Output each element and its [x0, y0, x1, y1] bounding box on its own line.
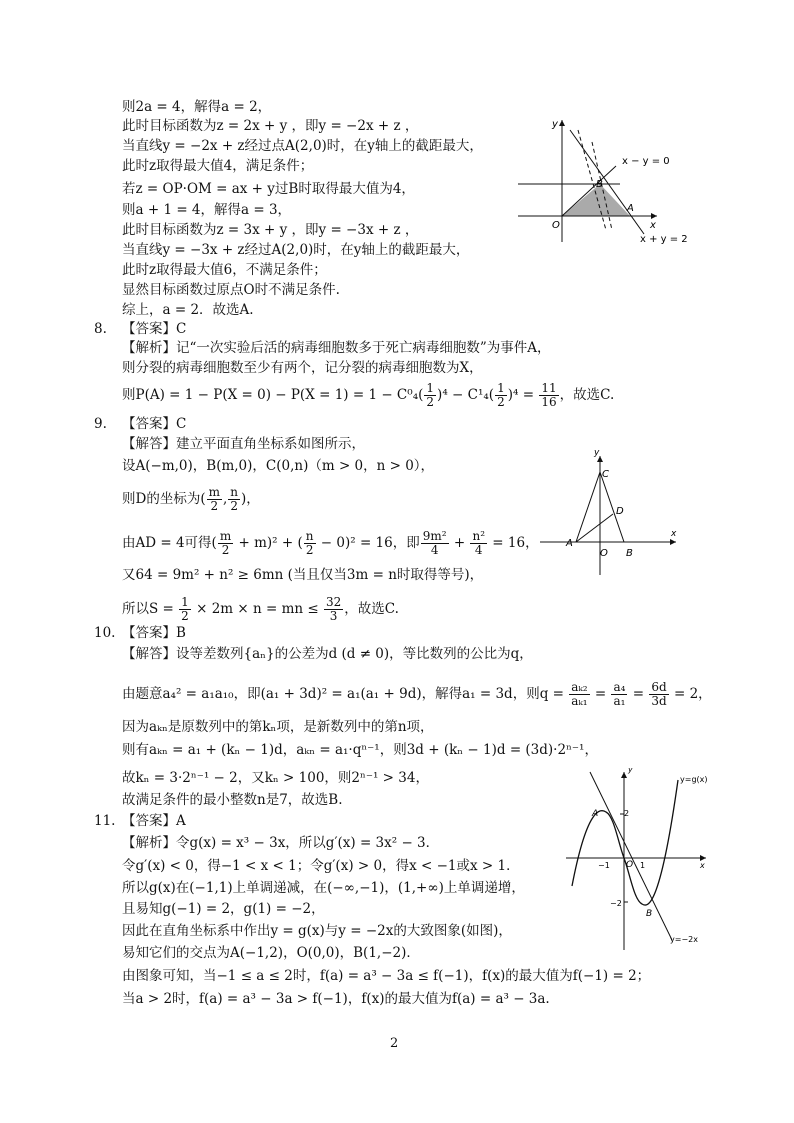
text-line: 易知它们的交点为A(−1,2)，O(0,0)，B(1,−2)． — [122, 945, 420, 961]
triangle-figure — [536, 450, 686, 580]
fraction: $\frac{\text{aₖ₂}}{\text{aₖ₁}}$ — [571, 680, 588, 708]
line-label: x − y = 0 — [622, 156, 670, 167]
text-line: 则分裂的病毒细胞数至少有两个，记分裂的病毒细胞数为X， — [122, 360, 483, 376]
y-axis-arrow — [559, 120, 565, 126]
fraction: $\frac{n}{2}$ — [305, 529, 314, 557]
side-ac — [576, 472, 600, 542]
fraction: $\frac{32}{3}$ — [325, 595, 342, 623]
question-number: 10. — [94, 625, 116, 641]
text-line: 所以g(x)在(−1,1)上单调递减，在(−∞,−1)，(1,+∞)上单调递增， — [122, 880, 525, 896]
x-label: x — [700, 861, 705, 870]
formula-line: 所以S = $\frac{1}{2}$ × 2m × n = mn ≤ $\frac{32}{3}$ ，故选C. — [122, 595, 399, 623]
text-line: 此时目标函数为z = 3x + y ，即y = −3x + z ， — [122, 222, 419, 238]
text-line: 设A(−m,0)，B(m,0)，C(0,n)（m > 0，n > 0）， — [122, 458, 435, 474]
answer-line: 【答案】A — [122, 813, 186, 829]
fraction: $\frac{m}{2}$ — [208, 485, 220, 513]
feasible-region-figure — [512, 112, 692, 247]
text-line: 综上，a = 2．故选A. — [122, 302, 254, 318]
text-line: 当直线y = −3x + z经过A(2,0)时，在y轴上的截距最大， — [122, 242, 470, 258]
text-line: 故kₙ = 3·2ⁿ⁻¹ − 2，又kₙ > 100，则2ⁿ⁻¹ > 34， — [122, 770, 429, 786]
text-line: 则a + 1 = 4，解得a = 3， — [122, 202, 292, 218]
cubic-graph-figure — [562, 768, 712, 953]
fraction: $\frac{\text{9m²}}{4}$ — [422, 529, 447, 557]
text-line: 又64 = 9m² + n² ≥ 6mn (当且仅当3m = n时取得等号)， — [122, 567, 484, 583]
question-number: 9. — [94, 416, 107, 432]
point-b-label: B — [626, 548, 633, 559]
answer-line: 【答案】C — [122, 416, 187, 432]
text-line: 【解答】设等差数列{aₙ}的公差为d (d ≠ 0)，等比数列的公比为q， — [122, 646, 533, 662]
page-number: 2 — [390, 1036, 399, 1051]
line-label: x + y = 2 — [640, 234, 688, 245]
tick-label: 1 — [640, 861, 646, 870]
point-a-label: A — [627, 203, 634, 214]
fraction: $\frac{1}{2}$ — [497, 381, 505, 409]
tick-label: 2 — [624, 809, 630, 818]
text-line: 显然目标函数过原点O时不满足条件. — [122, 282, 340, 298]
line-label: y=−2x — [670, 935, 698, 944]
formula-line: 则P(A) = 1 − P(X = 0) − P(X = 1) = 1 − C⁰₄( $\frac{1}{2}$ )⁴ − C¹₄( $\frac{1}{2}$ )⁴ = $\frac{11}{16}$ ，故选C. — [122, 381, 615, 409]
tick-label: −2 — [610, 899, 622, 908]
text-line: 【解答】建立平面直角坐标系如图所示， — [122, 436, 365, 452]
x-label: x — [650, 220, 656, 231]
origin-label: O — [600, 548, 608, 559]
y-axis-arrow — [621, 772, 627, 778]
point-c-label: C — [602, 469, 609, 480]
tick-label: −1 — [598, 861, 610, 870]
x-axis-arrow — [651, 213, 657, 219]
text-line: 且易知g(−1) = 2，g(1) = −2， — [122, 901, 325, 917]
point-a-label: A — [566, 538, 573, 549]
answer-line: 【答案】C — [122, 321, 187, 337]
text-line: 【解析】记“一次实验后活的病毒细胞数多于死亡病毒细胞数”为事件A， — [122, 340, 551, 356]
line-y-neg2x — [590, 772, 672, 940]
text-line: 【解析】令g(x) = x³ − 3x，所以g′(x) = 3x² − 3． — [122, 835, 440, 851]
y-label: y — [628, 768, 633, 774]
text-line: 此时z取得最大值6，不满足条件； — [122, 262, 327, 278]
answer-line: 【答案】B — [122, 625, 186, 641]
fraction: $\frac{1}{2}$ — [181, 595, 189, 623]
fraction: $\frac{\text{n²}}{4}$ — [472, 529, 486, 557]
text-line: 此时目标函数为z = 2x + y ，即y = −2x + z ， — [122, 118, 419, 134]
fraction: $\frac{\text{a₄}}{\text{a₁}}$ — [613, 680, 626, 708]
fraction: $\frac{6d}{3d}$ — [651, 680, 667, 708]
y-label: y — [594, 450, 600, 458]
formula-line: 由AD = 4可得( $\frac{m}{2}$ + m)² + ( $\frac{n}{2}$ − 0)² = 16，即 $\frac{\text{9m²}}{4}$ + $\frac{\text{n²}}{4}$ = 16， — [122, 529, 539, 557]
point-b-label: B — [596, 179, 603, 190]
text-line: 故满足条件的最小整数n是7，故选B. — [122, 792, 343, 808]
fraction: $\frac{11}{16}$ — [541, 381, 557, 409]
formula-line: 由题意a₄² = a₁a₁₀，即(a₁ + 3d)² = a₁(a₁ + 9d)，解得a₁ = 3d，则q = $\frac{\text{aₖ₂}}{\text{aₖ₁}}$ = $\frac{\text{a₄}}{\text{a₁}}$ = $\frac{6d}{3d}$ = 2， — [122, 680, 712, 708]
y-label: y — [552, 119, 558, 130]
x-axis-arrow — [670, 539, 676, 545]
point-b-label: B — [646, 909, 653, 919]
cubic-curve — [572, 780, 678, 905]
fraction: $\frac{1}{2}$ — [426, 381, 435, 409]
fraction: $\frac{n}{2}$ — [230, 485, 239, 513]
text-line: 此时z取得最大值4，满足条件； — [122, 158, 314, 174]
line-x-plus-y — [570, 130, 644, 234]
segment-ad — [576, 514, 613, 542]
text-line: 则有aₖₙ = a₁ + (kₙ − 1)d，aₖₙ = a₁·qⁿ⁻¹，则3d + (kₙ − 1)d = (3d)·2ⁿ⁻¹， — [122, 742, 598, 758]
question-number: 11. — [94, 813, 116, 829]
x-label: x — [671, 529, 677, 539]
origin-label: O — [626, 860, 634, 870]
text-line: 则2a = 4，解得a = 2， — [122, 99, 272, 115]
formula-line: 则D的坐标为( $\frac{m}{2}$ , $\frac{n}{2}$ )， — [122, 485, 260, 513]
origin-label: O — [552, 220, 560, 231]
question-number: 8. — [94, 321, 107, 337]
fraction: $\frac{m}{2}$ — [219, 529, 232, 557]
text-line: 令g′(x) < 0，得−1 < x < 1；令g′(x) > 0，得x < −1或x > 1． — [122, 858, 520, 874]
point-a-label: A — [592, 809, 599, 819]
text-line: 因此在直角坐标系中作出y = g(x)与y = −2x的大致图象(如图)， — [122, 923, 512, 939]
text-line: 当直线y = −2x + z经过点A(2,0)时，在y轴上的截距最大， — [122, 138, 483, 154]
text-line: 因为aₖₙ是原数列中的第kₙ项，是新数列中的第n项， — [122, 719, 434, 735]
curve-label: y=g(x) — [680, 775, 708, 784]
point-d-label: D — [616, 506, 624, 517]
text-line: 若z = OP·OM = ax + y过B时取得最大值为4， — [122, 181, 415, 197]
text-line: 当a > 2时，f(a) = a³ − 3a > f(−1)，f(x)的最大值为f(a) = a³ − 3a. — [122, 991, 550, 1007]
text-line: 由图象可知，当−1 ≤ a ≤ 2时，f(a) = a³ − 3a ≤ f(−1)，f(x)的最大值为f(−1) = 2； — [122, 968, 651, 984]
